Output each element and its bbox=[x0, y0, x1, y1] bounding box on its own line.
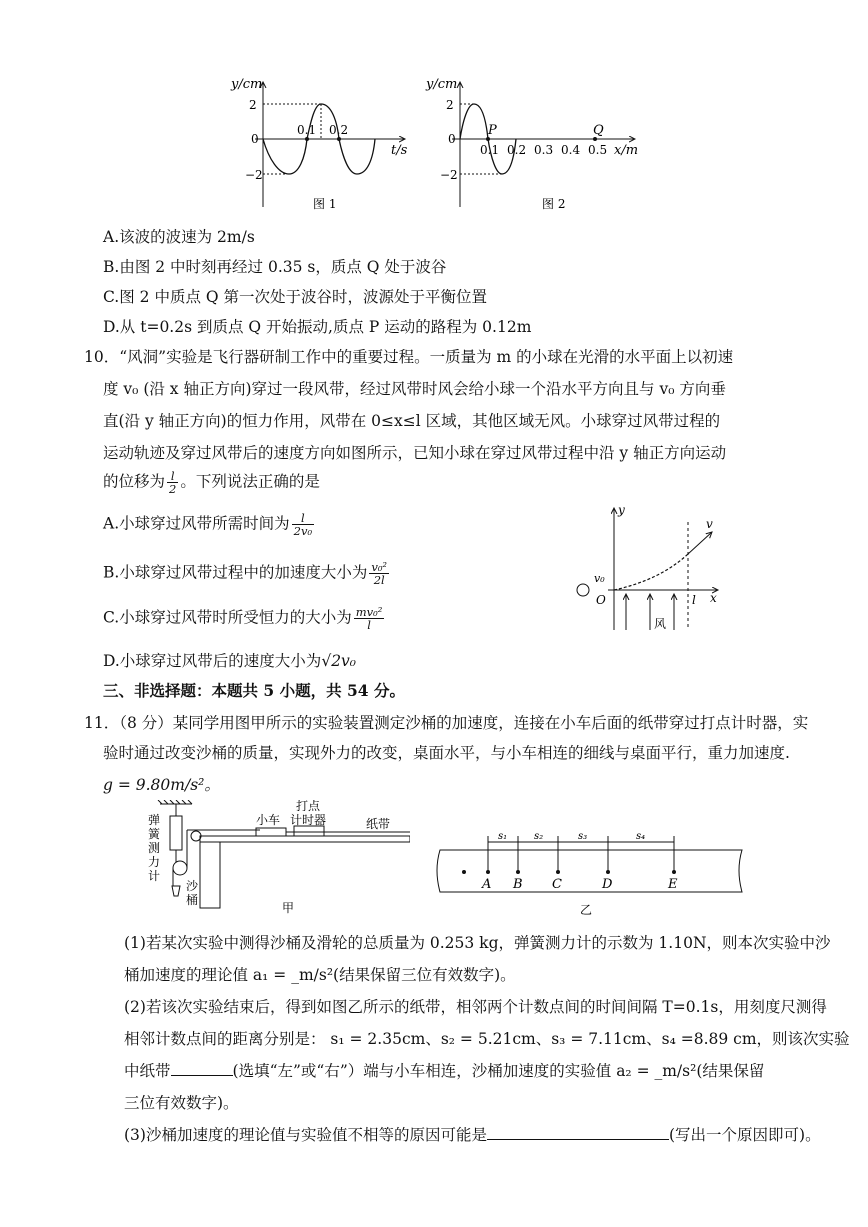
frac-num: l bbox=[167, 470, 178, 483]
fig2-tick-2: 0.3 bbox=[534, 143, 554, 157]
point-p-label: P bbox=[488, 123, 497, 138]
q11-stem-3: g = 9.80m/s²。 bbox=[103, 776, 220, 794]
bucket-label-1: 沙 bbox=[186, 879, 199, 893]
answer-blank-side[interactable] bbox=[171, 1061, 233, 1076]
first-dot bbox=[462, 870, 466, 874]
option-frac bbox=[369, 561, 389, 586]
q10-stem-5-post: 。下列说法正确的是 bbox=[180, 472, 320, 491]
label-s4: s₄ bbox=[636, 831, 646, 842]
spring-label-4: 力 bbox=[148, 855, 161, 869]
wind-tunnel-figure bbox=[570, 500, 730, 640]
option-text: A.小球穿过风带所需时间为 bbox=[103, 514, 290, 533]
spring-label-2: 簧 bbox=[148, 827, 161, 841]
frac-den: 2l bbox=[373, 573, 385, 587]
wind-fig-v0: v₀ bbox=[594, 572, 605, 585]
car-label: 小车 bbox=[256, 813, 281, 827]
fig1-ytop: 2 bbox=[249, 98, 257, 112]
fig1-ylabel: y/cm bbox=[231, 77, 263, 92]
dot-a bbox=[486, 870, 490, 874]
q11-part2-line1: (2)若该次实验结束后，得到如图乙所示的纸带，相邻两个计数点间的时间间隔 T=0.1s，用刻度尺测得 bbox=[124, 998, 827, 1016]
dot-c bbox=[556, 870, 560, 874]
q11-part3 bbox=[124, 1124, 821, 1146]
fig1-dot2 bbox=[337, 137, 341, 141]
wave-figure-2 bbox=[420, 72, 650, 217]
timer-label-2: 计时器 bbox=[290, 813, 327, 827]
q11-part2-line3 bbox=[124, 1060, 764, 1082]
wind-fig-y: y bbox=[618, 503, 625, 517]
ceiling-hatch bbox=[158, 800, 192, 804]
bucket-label-2: 桶 bbox=[186, 893, 199, 907]
q10-option-c bbox=[103, 606, 386, 631]
q11-part2-line4: 三位有效数字)。 bbox=[124, 1094, 239, 1112]
trajectory-curve bbox=[614, 554, 688, 590]
wind-fig-x: x bbox=[710, 591, 717, 605]
q10-option-d bbox=[103, 650, 356, 672]
fig2-ytop: 2 bbox=[446, 98, 454, 112]
dot-d bbox=[606, 870, 610, 874]
wind-fig-origin: O bbox=[596, 593, 606, 607]
fig2-tick-4: 0.5 bbox=[588, 143, 608, 157]
q10-stem-2: 度 v₀ (沿 x 轴正方向)穿过一段风带，经过风带时风会给小球一个沿水平方向且与 v₀ 方向垂 bbox=[103, 380, 726, 398]
figure-jia-apparatus bbox=[140, 800, 410, 915]
fig2-ylabel: y/cm bbox=[426, 77, 458, 92]
spring-label-1: 弹 bbox=[148, 813, 161, 827]
q10-option-b bbox=[103, 561, 391, 586]
spring-scale-icon bbox=[170, 816, 182, 850]
fig2-tick-3: 0.4 bbox=[561, 143, 581, 157]
q10-stem-4: 运动轨迹及穿过风带后的速度方向如图所示，已知小球在穿过风带过程中沿 y 轴正方向运动 bbox=[103, 444, 727, 462]
q10-option-a bbox=[103, 512, 316, 537]
frac-num: l bbox=[292, 512, 314, 525]
text-pre: 中纸带 bbox=[124, 1062, 171, 1080]
fig1-origin: 0 bbox=[251, 132, 259, 146]
text-post: (写出一个原因即可)。 bbox=[668, 1126, 821, 1144]
fig1-ybottom: −2 bbox=[245, 168, 263, 182]
fig2-ybottom: −2 bbox=[440, 168, 458, 182]
table-top bbox=[200, 836, 410, 842]
option-frac bbox=[292, 512, 314, 537]
spring-label-3: 测 bbox=[148, 841, 161, 855]
section-3-heading: 三、非选择题：本题共 5 小题，共 54 分。 bbox=[103, 681, 405, 700]
option-math: √2v₀ bbox=[321, 652, 357, 670]
wind-fig-v: v bbox=[706, 517, 713, 531]
car-icon bbox=[256, 828, 286, 836]
wave-figure-1 bbox=[225, 72, 425, 217]
frac-num: v₀² bbox=[371, 560, 388, 574]
option-frac bbox=[354, 606, 385, 631]
figure-yi-caption: 乙 bbox=[580, 903, 593, 917]
q10-stem-1: 10．“风洞”实验是飞行器研制工作中的重要过程。一质量为 m 的小球在光滑的水平面上以初速 bbox=[84, 348, 734, 366]
velocity-arrow bbox=[688, 532, 712, 554]
fig1-tick2: 0.2 bbox=[329, 123, 349, 137]
fig1-xlabel: t/s bbox=[391, 143, 408, 158]
ball-icon bbox=[577, 584, 589, 596]
fig2-tick-0: 0.1 bbox=[480, 143, 500, 157]
q10-stem-5-frac bbox=[167, 470, 178, 495]
label-s1: s₁ bbox=[498, 831, 508, 842]
q10-stem-5 bbox=[103, 470, 320, 495]
wind-label: 风 bbox=[654, 617, 667, 631]
option-text: B.小球穿过风带过程中的加速度大小为 bbox=[103, 563, 368, 582]
frac-den: 2v₀ bbox=[293, 524, 313, 538]
label-c: C bbox=[552, 877, 562, 892]
label-e: E bbox=[668, 877, 678, 892]
point-q-label: Q bbox=[593, 123, 604, 138]
timer-icon bbox=[294, 826, 324, 836]
q11-part2-line2: 相邻计数点间的距离分别是： s₁ = 2.35cm、s₂ = 5.21cm、s₃ = 7.11cm、s₄ =8.89 cm，则该次实验 bbox=[124, 1030, 850, 1048]
table-leg bbox=[200, 842, 220, 908]
fig1-caption: 图 1 bbox=[313, 197, 337, 211]
wind-fig-l: l bbox=[692, 593, 696, 607]
q11-part1-line2: 桶加速度的理论值 a₁ = _m/s²(结果保留三位有效数字)。 bbox=[124, 966, 516, 984]
bucket-icon bbox=[172, 886, 180, 896]
fig2-origin: 0 bbox=[448, 132, 456, 146]
label-b: B bbox=[513, 877, 523, 892]
dot-b bbox=[516, 870, 520, 874]
q9-option-a: A.该波的波速为 2m/s bbox=[103, 228, 255, 246]
q11-stem-1: 11．（8 分）某同学用图甲所示的实验装置测定沙桶的加速度，连接在小车后面的纸带穿过打点计时器，实 bbox=[84, 714, 809, 732]
q10-stem-5-pre: 的位移为 bbox=[103, 472, 166, 491]
pulley-icon bbox=[173, 861, 187, 875]
fig1-tick1: 0.1 bbox=[297, 123, 317, 137]
figure-yi-tape bbox=[430, 826, 750, 920]
frac-den: l bbox=[367, 618, 371, 632]
q11-part1-line1: (1)若某次实验中测得沙桶及滑轮的总质量为 0.253 kg，弹簧测力计的示数为 1.10N，则本次实验中沙 bbox=[124, 934, 831, 952]
tape-label: 纸带 bbox=[366, 817, 391, 831]
fig2-tick-1: 0.2 bbox=[507, 143, 527, 157]
dot-e bbox=[672, 870, 676, 874]
fig1-dot1 bbox=[305, 137, 309, 141]
option-text: D.小球穿过风带后的速度大小为 bbox=[103, 652, 322, 670]
option-text: C.小球穿过风带时所受恒力的大小为 bbox=[103, 608, 352, 627]
label-d: D bbox=[602, 877, 613, 892]
label-s2: s₂ bbox=[534, 831, 544, 842]
q9-option-c: C.图 2 中质点 Q 第一次处于波谷时，波源处于平衡位置 bbox=[103, 288, 488, 306]
answer-blank-reason[interactable] bbox=[487, 1125, 669, 1140]
q9-option-b: B.由图 2 中时刻再经过 0.35 s，质点 Q 处于波谷 bbox=[103, 258, 447, 276]
q10-stem-3: 直(沿 y 轴正方向)的恒力作用，风带在 0≤x≤l 区域，其他区域无风。小球穿过风带过程的 bbox=[103, 412, 721, 430]
text-post: (选填“左”或“右”）端与小车相连，沙桶加速度的实验值 a₂ = _m/s²(结果保留 bbox=[232, 1062, 765, 1080]
label-a: A bbox=[482, 877, 492, 892]
fig2-caption: 图 2 bbox=[542, 197, 566, 211]
frac-den: 2 bbox=[169, 482, 177, 496]
fig2-xlabel: x/m bbox=[614, 143, 639, 158]
text-pre: (3)沙桶加速度的理论值与实验值不相等的原因可能是 bbox=[124, 1126, 487, 1144]
label-s3: s₃ bbox=[578, 831, 588, 842]
q9-option-d: D.从 t=0.2s 到质点 Q 开始振动,质点 P 运动的路程为 0.12m bbox=[103, 318, 532, 336]
q11-stem-2: 验时通过改变沙桶的质量，实现外力的改变，桌面水平，与小车相连的细线与桌面平行，重力加速度. bbox=[103, 744, 790, 762]
frac-num: mv₀² bbox=[355, 605, 383, 619]
spring-label-5: 计 bbox=[148, 869, 161, 883]
figure-jia-caption: 甲 bbox=[282, 901, 295, 915]
timer-label-1: 打点 bbox=[296, 800, 321, 813]
